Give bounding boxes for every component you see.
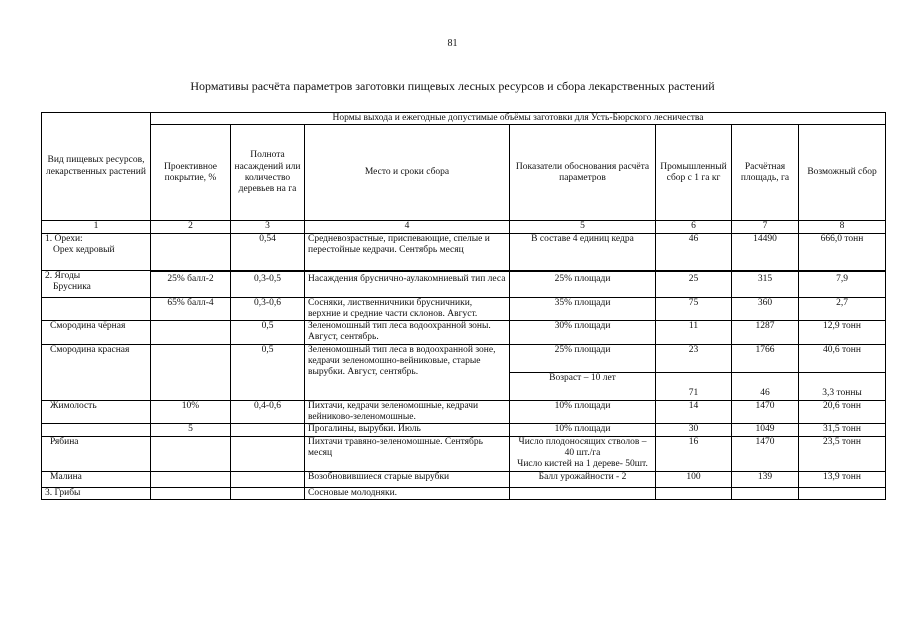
cell-cover: 10% xyxy=(151,400,231,424)
resource-name: 3. Грибы xyxy=(42,487,151,499)
cell-density xyxy=(231,436,305,471)
resource-name: Жимолость xyxy=(42,400,151,424)
cell-density xyxy=(231,471,305,487)
cell-place: Пихтачи травяно-зеленомошные. Сентябрь месяц xyxy=(305,436,510,471)
header-indicators: Показатели обоснования расчёта параметров xyxy=(510,125,656,221)
table-row-mushrooms xyxy=(42,487,886,499)
cell-density xyxy=(231,487,305,499)
cell-density: 0,3-0,5 xyxy=(231,271,305,297)
cell-yield: 23 xyxy=(656,344,732,372)
header-density: Полнота насаждений или количество деревьев на га xyxy=(231,125,305,221)
table-row-nuts xyxy=(42,233,886,270)
cell-cover: 65% балл-4 xyxy=(151,297,231,321)
header-yield: Промышленный сбор с 1 га кг xyxy=(656,125,732,221)
indicator-line: Число плодоносящих стволов – 40 шт./га xyxy=(518,436,647,458)
cell-place: Прогалины, вырубки. Июль xyxy=(305,424,510,436)
cell-place: Пихтачи, кедрачи зеленомошные, кедрачи вейниково-зеленомошные. xyxy=(305,400,510,424)
column-number: 6 xyxy=(656,221,732,233)
header-area: Расчётная площадь, га xyxy=(732,125,799,221)
cell-area: 1470 xyxy=(732,436,799,471)
cell-place: Зеленомошный тип леса водоохранной зоны. Август, сентябрь. xyxy=(305,321,510,345)
table-row-redcurrant xyxy=(42,344,886,372)
table-row-blackcurrant xyxy=(42,321,886,345)
cell-cover: 5 xyxy=(151,424,231,436)
document-title: Нормативы расчёта параметров заготовки пищевых лесных ресурсов и сбора лекарственных растений xyxy=(190,79,715,93)
column-number: 3 xyxy=(231,221,305,233)
table-row-lingonberry-1 xyxy=(42,271,886,297)
cell-area: 315 xyxy=(732,271,799,297)
column-number: 1 xyxy=(42,221,151,233)
cell-place: Насаждения бруснично-аулакомниевый тип леса xyxy=(305,271,510,297)
cell-area: 46 xyxy=(732,372,799,400)
cell-total: 7,9 xyxy=(799,271,886,297)
table-header-row xyxy=(42,113,886,125)
resource-sub-label: Брусника xyxy=(53,281,91,292)
table-header-row xyxy=(42,125,886,221)
table-row-rowan xyxy=(42,436,886,471)
table-row-lingonberry-2 xyxy=(42,297,886,321)
cell-indicator: 25% площади xyxy=(510,344,656,372)
cell-yield: 30 xyxy=(656,424,732,436)
resource-name: Рябина xyxy=(42,436,151,471)
cell-area: 14490 xyxy=(732,233,799,270)
header-group-norms: Нормы выхода и ежегодные допустимые объёмы заготовки для Усть-Бюрского лесничества xyxy=(151,113,886,125)
column-number: 2 xyxy=(151,221,231,233)
cell-area: 1049 xyxy=(732,424,799,436)
cell-place: Средневозрастные, приспевающие, спелые и перестойные кедрачи. Сентябрь месяц xyxy=(305,233,510,270)
cell-density: 0,3-0,6 xyxy=(231,297,305,321)
cell-total: 13,9 тонн xyxy=(799,471,886,487)
resource-group-label: 2. Ягоды xyxy=(45,270,81,281)
cell-total: 40,6 тонн xyxy=(799,344,886,372)
header-total: Возможный сбор xyxy=(799,125,886,221)
cell-density: 0,5 xyxy=(231,321,305,345)
cell-cover xyxy=(151,321,231,345)
resource-name: Смородина красная xyxy=(42,344,151,400)
cell-place: Сосняки, лиственничники брусничники, верхние и средние части склонов. Август. xyxy=(305,297,510,321)
cell-yield: 16 xyxy=(656,436,732,471)
cell-cover xyxy=(151,487,231,499)
cell-area: 1470 xyxy=(732,400,799,424)
resource-group-label: 1. Орехи: xyxy=(45,233,83,244)
cell-cover xyxy=(151,233,231,270)
column-numbers-row xyxy=(42,221,886,233)
cell-yield: 25 xyxy=(656,271,732,297)
cell-indicator: Балл урожайности - 2 xyxy=(510,471,656,487)
cell-place: Сосновые молодняки. xyxy=(305,487,510,499)
cell-cover: 25% балл-2 xyxy=(151,271,231,297)
cell-total: 31,5 тонн xyxy=(799,424,886,436)
indicator-line: Число кистей на 1 дереве- 50шт. xyxy=(517,459,648,470)
cell-total: 12,9 тонн xyxy=(799,321,886,345)
table-row-raspberry xyxy=(42,471,886,487)
cell-cover xyxy=(151,471,231,487)
cell-indicator: 10% площади xyxy=(510,400,656,424)
cell-indicator: 10% площади xyxy=(510,424,656,436)
cell-place: Зеленомошный тип леса в водоохранной зоне, кедрачи зеленомошно-вейниковые, старые вырубки. Август, сентябрь. xyxy=(305,344,510,400)
cell-yield: 75 xyxy=(656,297,732,321)
column-number: 5 xyxy=(510,221,656,233)
cell-yield: 14 xyxy=(656,400,732,424)
cell-area: 1287 xyxy=(732,321,799,345)
resource-name xyxy=(42,297,151,321)
cell-place: Возобновившиеся старые вырубки xyxy=(305,471,510,487)
cell-indicator: 30% площади xyxy=(510,321,656,345)
resource-name: Смородина чёрная xyxy=(42,321,151,345)
cell-total xyxy=(799,487,886,499)
header-place: Место и сроки сбора xyxy=(305,125,510,221)
cell-area: 1766 xyxy=(732,344,799,372)
cell-cover xyxy=(151,436,231,471)
cell-total: 2,7 xyxy=(799,297,886,321)
cell-indicator xyxy=(510,436,656,471)
resource-name xyxy=(42,424,151,436)
cell-area: 139 xyxy=(732,471,799,487)
cell-yield: 46 xyxy=(656,233,732,270)
cell-total: 3,3 тонны xyxy=(799,372,886,400)
norms-table xyxy=(41,112,886,500)
cell-yield: 11 xyxy=(656,321,732,345)
cell-density xyxy=(231,424,305,436)
cell-indicator: 35% площади xyxy=(510,297,656,321)
cell-total: 666,0 тонн xyxy=(799,233,886,270)
cell-area: 360 xyxy=(732,297,799,321)
resource-sub-label: Орех кедровый xyxy=(53,244,115,255)
cell-yield: 71 xyxy=(656,372,732,400)
cell-cover xyxy=(151,344,231,400)
column-number: 8 xyxy=(799,221,886,233)
cell-density: 0,4-0,6 xyxy=(231,400,305,424)
cell-indicator: Возраст – 10 лет xyxy=(510,372,656,400)
cell-yield: 100 xyxy=(656,471,732,487)
cell-density: 0,54 xyxy=(231,233,305,270)
resource-name: Малина xyxy=(42,471,151,487)
column-number: 7 xyxy=(732,221,799,233)
cell-indicator xyxy=(510,487,656,499)
cell-indicator: 25% площади xyxy=(510,271,656,297)
cell-total: 20,6 тонн xyxy=(799,400,886,424)
cell-area xyxy=(732,487,799,499)
resource-name xyxy=(42,270,151,297)
resource-name xyxy=(42,233,151,270)
cell-total: 23,5 тонн xyxy=(799,436,886,471)
cell-yield xyxy=(656,487,732,499)
table-row-honeysuckle-2 xyxy=(42,424,886,436)
header-resource-type: Вид пищевых ресурсов, лекарственных растений xyxy=(42,113,151,221)
cell-density: 0,5 xyxy=(231,344,305,400)
column-number: 4 xyxy=(305,221,510,233)
table-row-honeysuckle-1 xyxy=(42,400,886,424)
page-number: 81 xyxy=(447,38,458,49)
header-cover: Проективное покрытие, % xyxy=(151,125,231,221)
cell-indicator: В составе 4 единиц кедра xyxy=(510,233,656,270)
